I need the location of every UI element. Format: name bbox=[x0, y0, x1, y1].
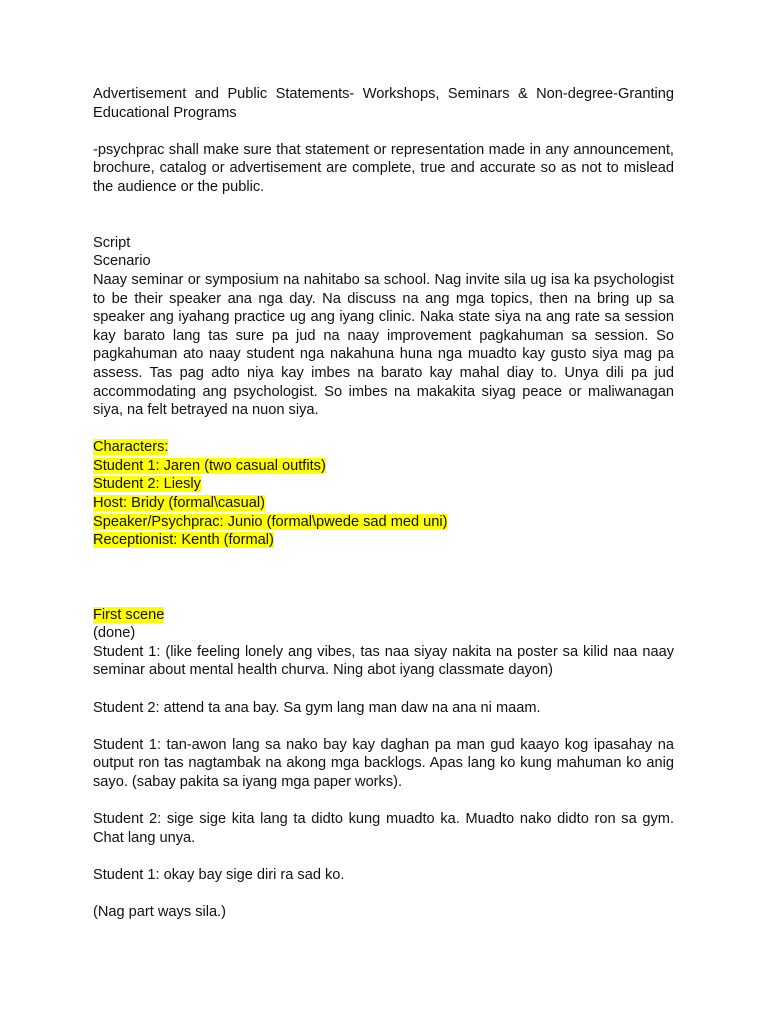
character-item: Receptionist: Kenth (formal) bbox=[93, 532, 274, 549]
character-item: Student 2: Liesly bbox=[93, 476, 201, 493]
character-item: Host: Bridy (formal\casual) bbox=[93, 495, 265, 512]
spacer bbox=[93, 420, 674, 439]
spacer bbox=[93, 885, 674, 904]
spacer bbox=[93, 122, 674, 141]
script-label: Script bbox=[93, 234, 131, 251]
spacer bbox=[93, 847, 674, 866]
spacer bbox=[93, 680, 674, 699]
character-item: Student 1: Jaren (two casual outfits) bbox=[93, 457, 326, 474]
intro-paragraph: -psychprac shall make sure that statement or representation made in any announcement, brochure, catalog or advertisement are complete, true and accurate so as not to mislead the audience or the public. bbox=[93, 141, 674, 195]
spacer bbox=[93, 717, 674, 736]
first-scene-section bbox=[93, 606, 674, 922]
dialogue-line: (Nag part ways sila.) bbox=[93, 904, 227, 921]
dialogue-line: Student 2: attend ta ana bay. Sa gym lang man daw na ana ni maam. bbox=[93, 699, 541, 716]
document-page bbox=[93, 85, 674, 922]
dialogue-line: Student 1: (like feeling lonely ang vibes, tas naa siyay nakita na poster sa kilid naa naay seminar about mental health churva. Ning abot iyang classmate dayon) bbox=[93, 643, 674, 679]
spacer bbox=[93, 550, 674, 606]
spacer bbox=[93, 792, 674, 811]
dialogue-line: Student 1: okay bay sige diri ra sad ko. bbox=[93, 866, 345, 883]
first-scene-status: (done) bbox=[93, 625, 136, 642]
dialogue-line: Student 2: sige sige kita lang ta didto kung muadto ka. Muadto nako didto ron sa gym. Chat lang unya. bbox=[93, 811, 674, 846]
document-heading: Advertisement and Public Statements- Workshops, Seminars & Non-degree-Granting Educational Programs bbox=[93, 86, 674, 121]
first-scene-title: First scene bbox=[93, 606, 165, 623]
scenario-label: Scenario bbox=[93, 253, 151, 270]
characters-title: Characters: bbox=[93, 439, 169, 456]
dialogue-line: Student 1: tan-awon lang sa nako bay kay daghan pa man gud kaayo kog ipasahay na output ron tas nagtambak na akong mga backlogs. Apas lang ko kung mahuman ko anig sayo. (sabay pakita sa iyang mga paper works). bbox=[93, 736, 674, 790]
spacer bbox=[93, 197, 674, 234]
character-item: Speaker/Psychprac: Junio (formal\pwede sad med uni) bbox=[93, 513, 448, 530]
characters-section bbox=[93, 438, 674, 550]
scenario-paragraph: Naay seminar or symposium na nahitabo sa school. Nag invite sila ug isa ka psychologist to be their speaker ana nga day. Na discuss na ang mga topics, then na bring up sa speaker ang iyahang practice ug ang iyang clinic. Naka state siya na ang rate sa session kay barato lang tas sure pa jud na naay improvement pagkahuman sa session. So pagkahuman ato naay student nga nakahuna huna nga muadto kay gusto siya mag pa assess. Tas pag adto niya kay imbes na barato kay mahal diay to. Unya dili pa jud accommodating ang psychologist. So imbes na makakita siyag peace or maliwanagan siya, na felt betrayed na nuon siya. bbox=[93, 271, 674, 419]
